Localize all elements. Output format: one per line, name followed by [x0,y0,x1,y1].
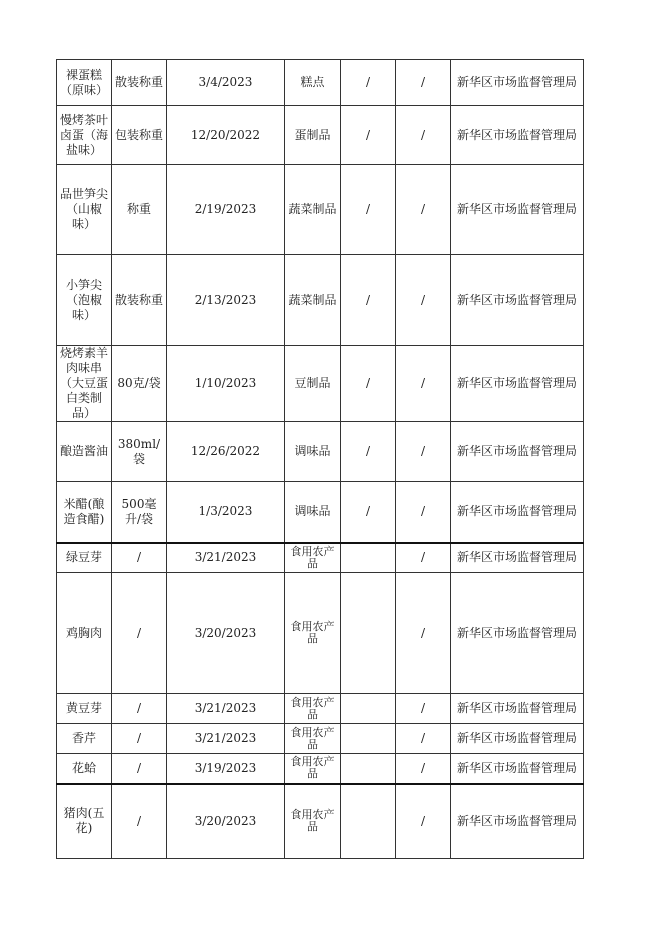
product-name-cell: 酿造酱油 [57,422,112,482]
agency-cell: 新华区市场监督管理局 [451,754,584,784]
date-cell: 3/21/2023 [167,543,285,573]
column6-cell: / [396,165,451,255]
date-cell: 3/20/2023 [167,784,285,859]
date-cell: 2/19/2023 [167,165,285,255]
category-cell: 食用农产品 [285,724,341,754]
column6-cell: / [396,106,451,165]
table-row [57,573,584,694]
agency-cell: 新华区市场监督管理局 [451,573,584,694]
spec-cell: / [112,573,167,694]
category-cell: 豆制品 [285,346,341,422]
spec-cell: 散装称重 [112,60,167,106]
date-cell: 1/3/2023 [167,482,285,543]
column6-cell: / [396,255,451,346]
agency-cell: 新华区市场监督管理局 [451,784,584,859]
product-name-cell: 绿豆芽 [57,543,112,573]
column6-cell: / [396,346,451,422]
date-cell: 2/13/2023 [167,255,285,346]
column5-cell [341,724,396,754]
date-cell: 1/10/2023 [167,346,285,422]
date-cell: 12/26/2022 [167,422,285,482]
column5-cell: / [341,422,396,482]
table-row [57,784,584,859]
agency-cell: 新华区市场监督管理局 [451,346,584,422]
product-name-cell: 猪肉(五花) [57,784,112,859]
spec-cell: 380ml/袋 [112,422,167,482]
agency-cell: 新华区市场监督管理局 [451,60,584,106]
table-row [57,724,584,754]
table-row [57,165,584,255]
column6-cell: / [396,724,451,754]
column5-cell [341,694,396,724]
column6-cell: / [396,754,451,784]
column5-cell [341,754,396,784]
column5-cell: / [341,255,396,346]
product-name-cell: 慢烤茶叶卤蛋（海盐味） [57,106,112,165]
spec-cell: 包装称重 [112,106,167,165]
product-name-cell: 裸蛋糕（原味） [57,60,112,106]
category-cell: 调味品 [285,482,341,543]
category-cell: 蔬菜制品 [285,165,341,255]
spec-cell: / [112,543,167,573]
product-name-cell: 鸡胸肉 [57,573,112,694]
table-row [57,754,584,784]
date-cell: 3/21/2023 [167,694,285,724]
column6-cell: / [396,784,451,859]
product-name-cell: 小笋尖（泡椒味） [57,255,112,346]
table-row [57,694,584,724]
category-cell: 蔬菜制品 [285,255,341,346]
spec-cell: / [112,784,167,859]
table-row [57,60,584,106]
column5-cell: / [341,60,396,106]
spec-cell: / [112,724,167,754]
agency-cell: 新华区市场监督管理局 [451,106,584,165]
spec-cell: 称重 [112,165,167,255]
agency-cell: 新华区市场监督管理局 [451,165,584,255]
column6-cell: / [396,573,451,694]
column5-cell [341,784,396,859]
table-row [57,422,584,482]
product-name-cell: 米醋(酿造食醋) [57,482,112,543]
column5-cell: / [341,482,396,543]
column6-cell: / [396,482,451,543]
table-row [57,346,584,422]
category-cell: 蛋制品 [285,106,341,165]
spec-cell: / [112,754,167,784]
product-name-cell: 香芹 [57,724,112,754]
agency-cell: 新华区市场监督管理局 [451,422,584,482]
date-cell: 3/20/2023 [167,573,285,694]
column5-cell: / [341,346,396,422]
table-row [57,106,584,165]
column5-cell [341,573,396,694]
category-cell: 食用农产品 [285,694,341,724]
spec-cell: 散装称重 [112,255,167,346]
category-cell: 食用农产品 [285,573,341,694]
product-name-cell: 花蛤 [57,754,112,784]
category-cell: 食用农产品 [285,543,341,573]
column6-cell: / [396,422,451,482]
column5-cell: / [341,106,396,165]
agency-cell: 新华区市场监督管理局 [451,694,584,724]
agency-cell: 新华区市场监督管理局 [451,724,584,754]
sampling-table [56,59,584,859]
table-row [57,255,584,346]
product-name-cell: 烧烤素羊肉味串（大豆蛋白类制品） [57,346,112,422]
table-row [57,482,584,543]
agency-cell: 新华区市场监督管理局 [451,255,584,346]
agency-cell: 新华区市场监督管理局 [451,543,584,573]
agency-cell: 新华区市场监督管理局 [451,482,584,543]
column5-cell [341,543,396,573]
spec-cell: 500毫升/袋 [112,482,167,543]
column5-cell: / [341,165,396,255]
category-cell: 食用农产品 [285,784,341,859]
spec-cell: 80克/袋 [112,346,167,422]
date-cell: 3/19/2023 [167,754,285,784]
date-cell: 3/21/2023 [167,724,285,754]
category-cell: 糕点 [285,60,341,106]
spec-cell: / [112,694,167,724]
product-name-cell: 黄豆芽 [57,694,112,724]
date-cell: 3/4/2023 [167,60,285,106]
date-cell: 12/20/2022 [167,106,285,165]
column6-cell: / [396,543,451,573]
table-row [57,543,584,573]
category-cell: 食用农产品 [285,754,341,784]
product-name-cell: 品世笋尖（山椒味） [57,165,112,255]
category-cell: 调味品 [285,422,341,482]
column6-cell: / [396,60,451,106]
column6-cell: / [396,694,451,724]
